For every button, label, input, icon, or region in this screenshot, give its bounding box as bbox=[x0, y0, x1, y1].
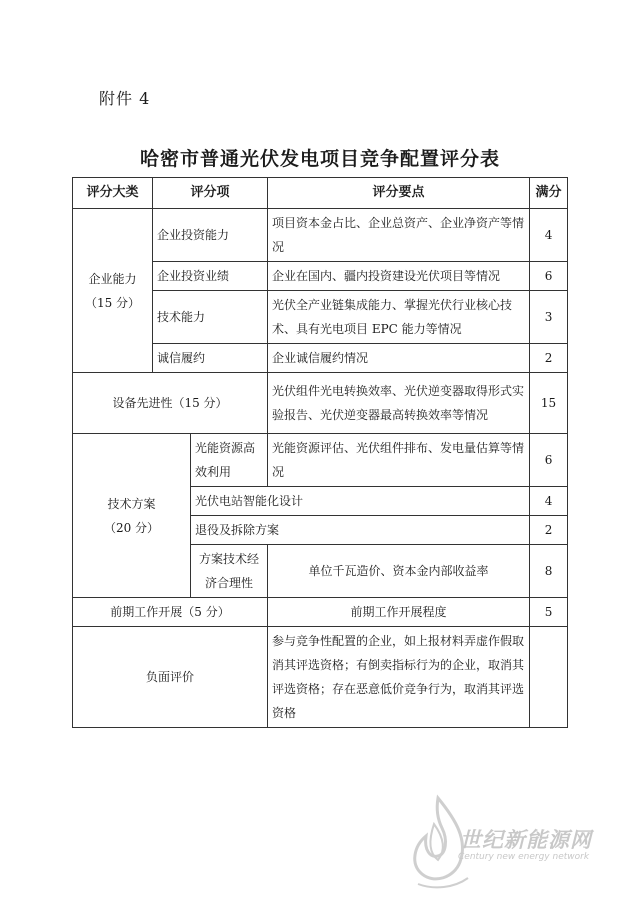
score-cell: 15 bbox=[530, 373, 568, 434]
item-cell: 企业投资能力 bbox=[153, 209, 268, 262]
category-enterprise bbox=[73, 209, 153, 373]
points-cell: 项目资本金占比、企业总资产、企业净资产等情况 bbox=[268, 209, 530, 262]
category-preliminary: 前期工作开展（5 分） bbox=[73, 598, 268, 627]
watermark-text: 世纪新能源网 bbox=[460, 827, 592, 852]
scoring-table bbox=[72, 177, 568, 728]
category-name: 技术方案 bbox=[107, 496, 156, 511]
category-negative: 负面评价 bbox=[73, 627, 268, 728]
header-points: 评分要点 bbox=[268, 178, 530, 209]
document-title: 哈密市普通光伏发电项目竞争配置评分表 bbox=[139, 148, 500, 170]
points-cell: 参与竞争性配置的企业，如上报材料弄虚作假取消其评选资格；有倒卖指标行为的企业，取消其评选资格；存在恶意低价竞争行为，取消其评选资格 bbox=[268, 627, 530, 728]
score-cell: 5 bbox=[530, 598, 568, 627]
category-score: （20 分） bbox=[103, 520, 160, 535]
item-cell: 方案技术经济合理性 bbox=[191, 545, 268, 598]
header-item: 评分项 bbox=[153, 178, 268, 209]
points-cell: 光伏组件光电转换效率、光伏逆变器取得形式实验报告、光伏逆变器最高转换效率等情况 bbox=[268, 373, 530, 434]
score-cell: 4 bbox=[530, 209, 568, 262]
points-cell: 企业诚信履约情况 bbox=[268, 344, 530, 373]
table-row bbox=[73, 598, 568, 627]
table-row bbox=[73, 209, 568, 262]
item-cell: 光能资源高效利用 bbox=[191, 434, 268, 487]
score-cell: 6 bbox=[530, 434, 568, 487]
header-category: 评分大类 bbox=[73, 178, 153, 209]
table-row bbox=[73, 627, 568, 728]
points-cell: 光能资源评估、光伏组件排布、发电量估算等情况 bbox=[268, 434, 530, 487]
category-equipment: 设备先进性（15 分） bbox=[73, 373, 268, 434]
merged-item-cell: 光伏电站智能化设计 bbox=[191, 487, 530, 516]
points-cell: 光伏全产业链集成能力、掌握光伏行业核心技术、具有光电项目 EPC 能力等情况 bbox=[268, 291, 530, 344]
score-cell: 2 bbox=[530, 516, 568, 545]
item-cell: 企业投资业绩 bbox=[153, 262, 268, 291]
category-name: 企业能力 bbox=[88, 271, 137, 286]
score-cell: 2 bbox=[530, 344, 568, 373]
category-score: （15 分） bbox=[84, 295, 141, 310]
score-cell: 3 bbox=[530, 291, 568, 344]
score-cell bbox=[530, 627, 568, 728]
merged-item-cell: 退役及拆除方案 bbox=[191, 516, 530, 545]
table-row bbox=[73, 434, 568, 487]
score-cell: 6 bbox=[530, 262, 568, 291]
item-cell: 技术能力 bbox=[153, 291, 268, 344]
item-cell: 诚信履约 bbox=[153, 344, 268, 373]
attachment-label: 附件 4 bbox=[99, 89, 151, 108]
header-row bbox=[73, 178, 568, 209]
table-row bbox=[73, 373, 568, 434]
watermark-subtext: Century new energy network bbox=[458, 852, 590, 862]
points-cell: 前期工作开展程度 bbox=[268, 598, 530, 627]
points-cell: 单位千瓦造价、资本金内部收益率 bbox=[268, 545, 530, 598]
category-technical bbox=[73, 434, 191, 598]
score-cell: 4 bbox=[530, 487, 568, 516]
header-full-score: 满分 bbox=[530, 178, 568, 209]
watermark bbox=[398, 788, 628, 898]
score-cell: 8 bbox=[530, 545, 568, 598]
points-cell: 企业在国内、疆内投资建设光伏项目等情况 bbox=[268, 262, 530, 291]
